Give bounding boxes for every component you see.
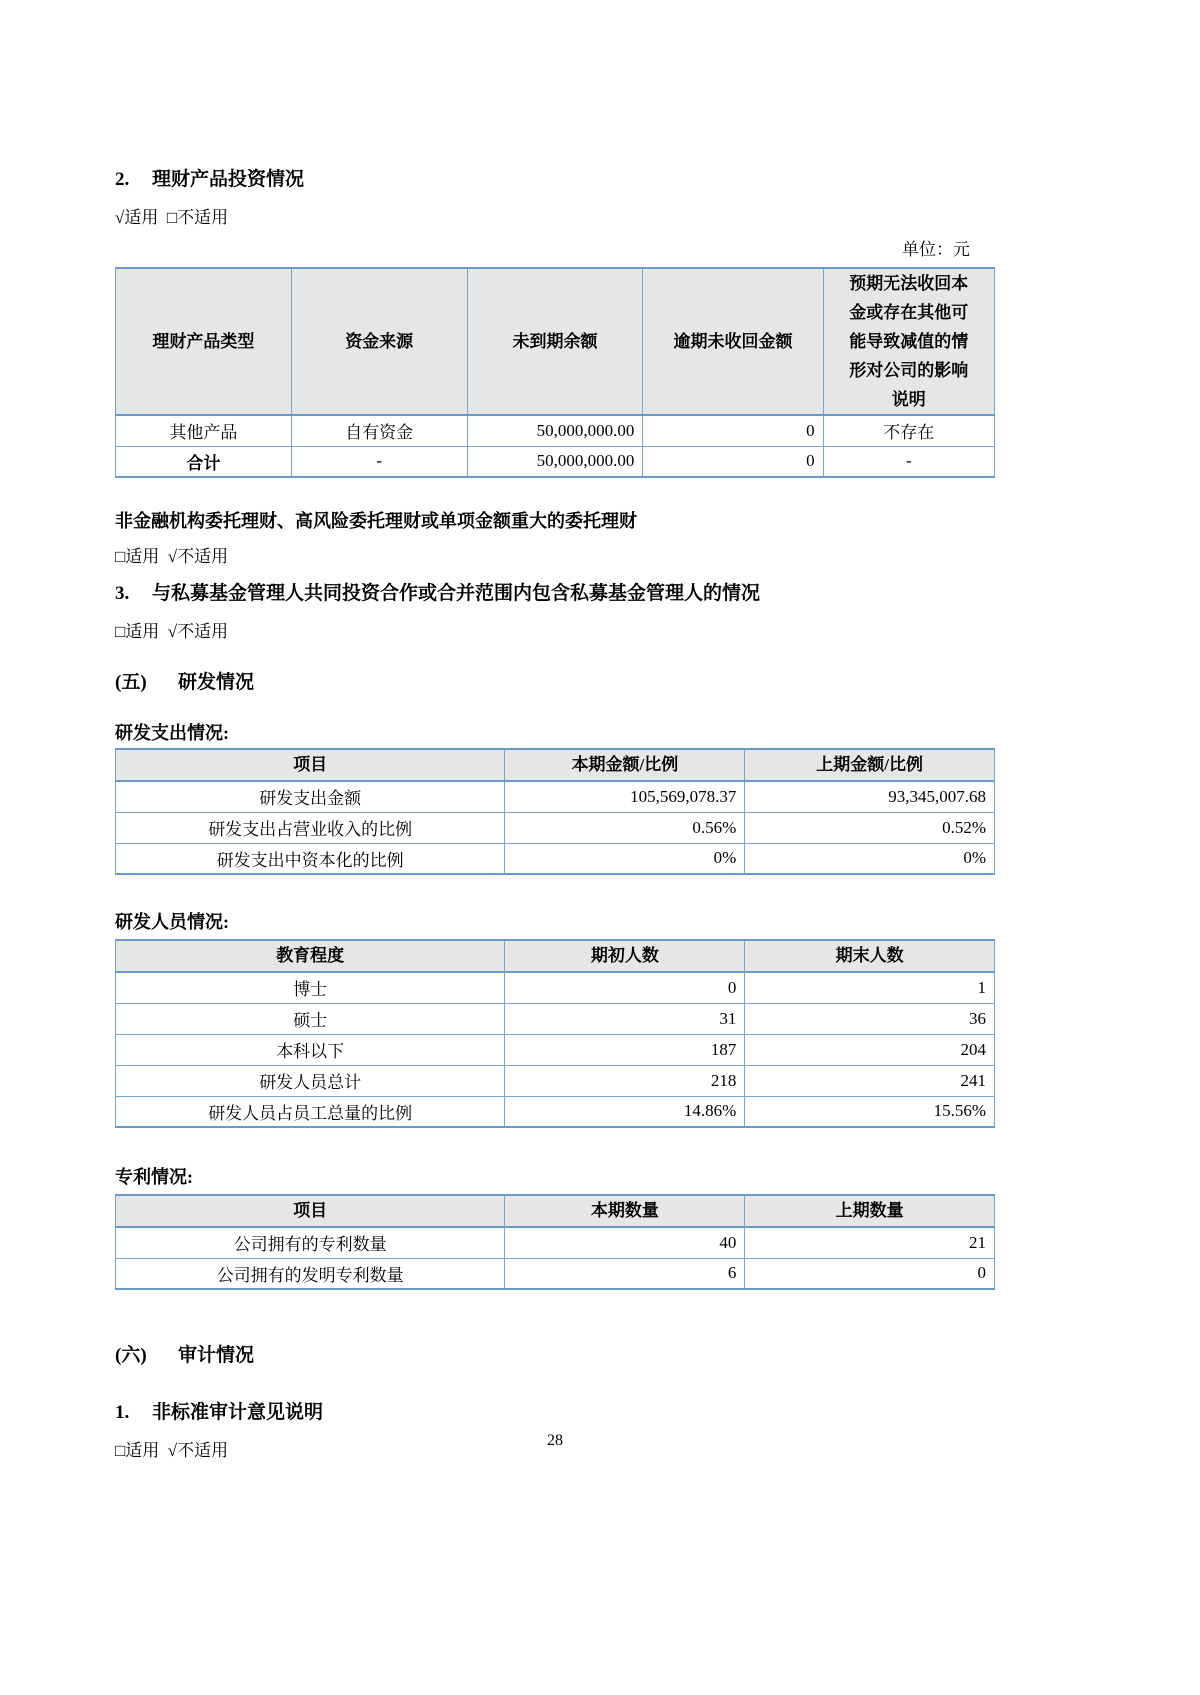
unit-label: 单位：元 (902, 240, 970, 259)
table-cell: 105,569,078.37 (505, 781, 745, 812)
table-cell: 14.86% (505, 1096, 745, 1127)
header-cell: 项目 (116, 1195, 505, 1227)
table-cell: 0% (505, 843, 745, 874)
rd-staff-table (115, 939, 995, 1128)
table-cell: 公司拥有的发明专利数量 (116, 1258, 505, 1289)
header-cell: 未到期余额 (467, 268, 643, 415)
table-cell: 公司拥有的专利数量 (116, 1227, 505, 1258)
header-cell: 上期数量 (745, 1195, 995, 1227)
section-number: (五) (115, 672, 147, 693)
table-header-row (116, 1195, 995, 1227)
header-cell: 理财产品类型 (116, 268, 292, 415)
table-row (116, 781, 995, 812)
table-cell: 合计 (116, 446, 292, 477)
table-cell: 6 (505, 1258, 745, 1289)
section-heading-6-1 (115, 1399, 995, 1426)
rd-staff-label: 研发人员情况: (115, 912, 229, 932)
table-cell: 15.56% (745, 1096, 995, 1127)
table-cell: 博士 (116, 972, 505, 1003)
table-cell: 40 (505, 1227, 745, 1258)
table-cell: 0.52% (745, 812, 995, 843)
table-row (116, 972, 995, 1003)
applicability-line: □适用 √不适用 (115, 547, 229, 566)
patent-table (115, 1194, 995, 1290)
table-row (116, 1227, 995, 1258)
table-cell: 218 (505, 1065, 745, 1096)
section-title: 理财产品投资情况 (152, 169, 305, 190)
table-cell: 研发人员总计 (116, 1065, 505, 1096)
table-cell: 204 (745, 1034, 995, 1065)
patent-label: 专利情况: (115, 1167, 193, 1187)
table-cell: 0 (745, 1258, 995, 1289)
section-number: 2. (115, 169, 130, 190)
section-number: (六) (115, 1345, 147, 1366)
header-cell: 本期金额/比例 (505, 749, 745, 781)
header-cell: 期初人数 (505, 940, 745, 972)
table-cell: 50,000,000.00 (467, 446, 643, 477)
table-cell: 1 (745, 972, 995, 1003)
table-cell: 研发支出占营业收入的比例 (116, 812, 505, 843)
page-number: 28 (547, 1432, 563, 1449)
section-heading-3 (115, 580, 995, 607)
header-cell: 预期无法收回本金或存在其他可能导致减值的情形对公司的影响说明 (823, 268, 994, 415)
table-row (116, 812, 995, 843)
table-header-row (116, 268, 995, 415)
section-title: 审计情况 (178, 1345, 255, 1366)
table-cell: 研发支出金额 (116, 781, 505, 812)
header-cell: 本期数量 (505, 1195, 745, 1227)
table-cell: 187 (505, 1034, 745, 1065)
table-cell: 硕士 (116, 1003, 505, 1034)
table-cell: 0 (643, 415, 823, 446)
section-title: 与私募基金管理人共同投资合作或合并范围内包含私募基金管理人的情况 (152, 583, 761, 604)
table-row (116, 843, 995, 874)
header-cell: 逾期未收回金额 (643, 268, 823, 415)
rd-expense-label: 研发支出情况: (115, 723, 229, 743)
entrusted-heading: 非金融机构委托理财、高风险委托理财或单项金额重大的委托理财 (115, 511, 637, 531)
table-row (116, 1096, 995, 1127)
section-heading-6 (115, 1342, 995, 1369)
table-cell: 36 (745, 1003, 995, 1034)
section-number: 1. (115, 1402, 130, 1423)
table-cell: 研发支出中资本化的比例 (116, 843, 505, 874)
table-cell: 93,345,007.68 (745, 781, 995, 812)
table-cell: 本科以下 (116, 1034, 505, 1065)
table-row (116, 1034, 995, 1065)
header-cell: 资金来源 (291, 268, 467, 415)
table-cell: 0.56% (505, 812, 745, 843)
table-header-row (116, 749, 995, 781)
section-heading-2 (115, 166, 995, 193)
table-row (116, 1003, 995, 1034)
table-cell: 研发人员占员工总量的比例 (116, 1096, 505, 1127)
wealth-products-table (115, 267, 995, 478)
table-cell: 21 (745, 1227, 995, 1258)
table-cell: 50,000,000.00 (467, 415, 643, 446)
applicability-line: □适用 √不适用 (115, 622, 229, 641)
table-cell: 其他产品 (116, 415, 292, 446)
table-cell: 0% (745, 843, 995, 874)
applicability-line: □适用 √不适用 (115, 1441, 229, 1460)
section-title: 非标准审计意见说明 (152, 1402, 324, 1423)
table-cell: 0 (505, 972, 745, 1003)
applicability-line: √适用 □不适用 (115, 208, 229, 227)
table-cell: 31 (505, 1003, 745, 1034)
header-cell: 项目 (116, 749, 505, 781)
table-row (116, 1258, 995, 1289)
table-header-row (116, 940, 995, 972)
table-cell: 不存在 (823, 415, 994, 446)
header-cell: 期末人数 (745, 940, 995, 972)
section-number: 3. (115, 583, 130, 604)
table-cell: - (823, 446, 994, 477)
table-cell: - (291, 446, 467, 477)
table-row (116, 415, 995, 446)
rd-expense-table (115, 748, 995, 875)
table-cell: 241 (745, 1065, 995, 1096)
table-cell: 自有资金 (291, 415, 467, 446)
table-row (116, 1065, 995, 1096)
header-cell: 教育程度 (116, 940, 505, 972)
table-cell: 0 (643, 446, 823, 477)
section-title: 研发情况 (178, 672, 255, 693)
table-row (116, 446, 995, 477)
document-page (115, 0, 995, 1463)
section-heading-5 (115, 669, 995, 696)
header-cell: 上期金额/比例 (745, 749, 995, 781)
